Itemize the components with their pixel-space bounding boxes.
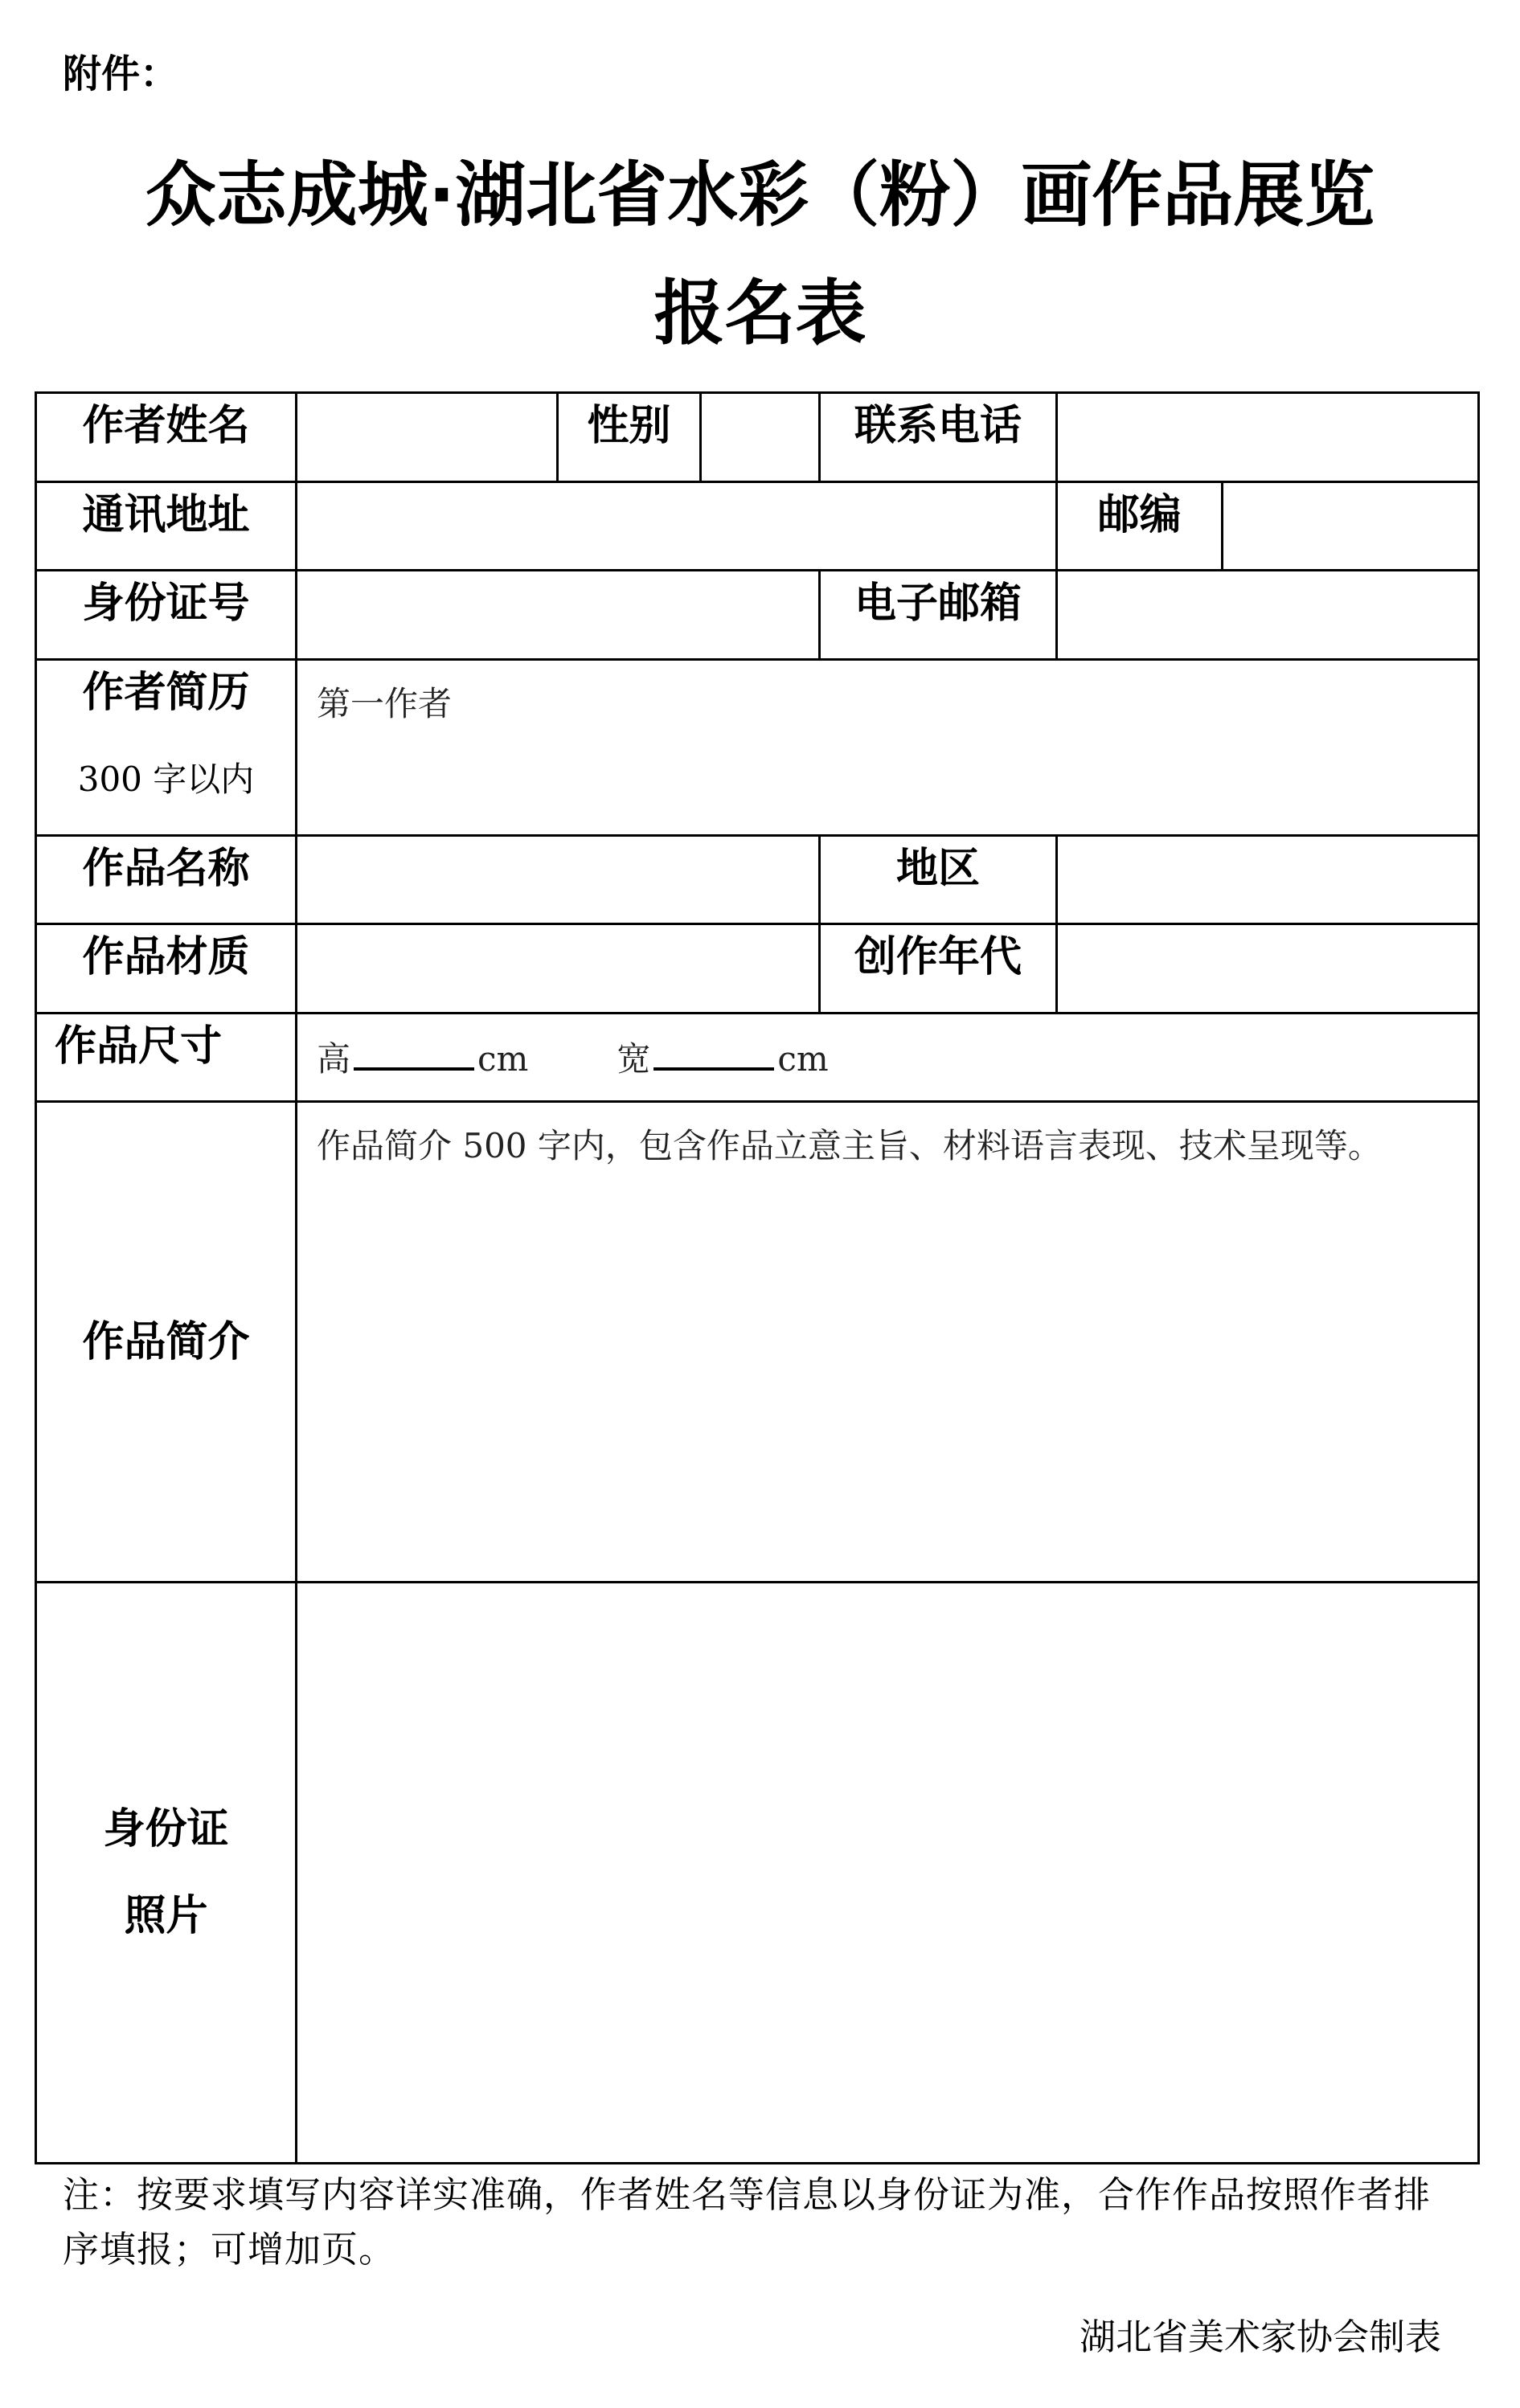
row-work-title — [36, 836, 1479, 924]
width-label: 宽 — [617, 1039, 651, 1079]
width-unit: cm — [777, 1039, 829, 1079]
id-number-label: 身份证号 — [36, 571, 297, 660]
id-photo-field[interactable] — [297, 1583, 1479, 2164]
year-field[interactable] — [1057, 924, 1479, 1014]
region-field[interactable] — [1057, 836, 1479, 924]
resume-hint: 第一作者 — [317, 684, 453, 723]
resume-label-cell — [36, 660, 297, 836]
resume-field[interactable] — [297, 660, 1479, 836]
region-label: 地区 — [820, 836, 1057, 924]
email-label: 电子邮箱 — [820, 571, 1057, 660]
row-id-photo — [36, 1583, 1479, 2164]
material-field[interactable] — [297, 924, 820, 1014]
phone-label: 联系电话 — [820, 393, 1057, 482]
issuer-signature: 湖北省美术家协会制表 — [1079, 2316, 1441, 2358]
height-unit: cm — [477, 1039, 529, 1079]
id-photo-label-line2: 照片 — [124, 1892, 208, 1940]
row-resume — [36, 660, 1479, 836]
size-label: 作品尺寸 — [36, 1014, 297, 1102]
form-subtitle: 报名表 — [653, 272, 867, 354]
row-address — [36, 482, 1479, 571]
work-title-label: 作品名称 — [36, 836, 297, 924]
row-author-name — [36, 393, 1479, 482]
work-title-field[interactable] — [297, 836, 820, 924]
row-intro — [36, 1102, 1479, 1583]
email-field[interactable] — [1057, 571, 1479, 660]
row-material — [36, 924, 1479, 1014]
postcode-label: 邮编 — [1057, 482, 1223, 571]
postcode-field[interactable] — [1223, 482, 1479, 571]
intro-field[interactable] — [297, 1102, 1479, 1583]
resume-sublabel: 300 字以内 — [77, 760, 255, 799]
address-label: 通讯地址 — [36, 482, 297, 571]
material-label: 作品材质 — [36, 924, 297, 1014]
registration-form-table — [35, 391, 1480, 2164]
form-title: 众志成城·湖北省水彩（粉）画作品展览 — [145, 154, 1375, 236]
gender-label: 性别 — [558, 393, 701, 482]
phone-field[interactable] — [1057, 393, 1479, 482]
intro-label: 作品简介 — [36, 1102, 297, 1583]
gender-field[interactable] — [701, 393, 820, 482]
attachment-label: 附件： — [63, 51, 179, 96]
footnote: 注：按要求填写内容详实准确，作者姓名等信息以身份证为准，合作作品按照作者排序填报；可增加页。 — [63, 2173, 1432, 2271]
author-name-label: 作者姓名 — [36, 393, 297, 482]
width-blank[interactable] — [653, 1035, 774, 1071]
id-number-field[interactable] — [297, 571, 820, 660]
year-label: 创作年代 — [820, 924, 1057, 1014]
row-id-number — [36, 571, 1479, 660]
height-label: 高 — [317, 1039, 351, 1079]
address-field[interactable] — [297, 482, 1057, 571]
intro-hint: 作品简介 500 字内，包含作品立意主旨、材料语言表现、技术呈现等。 — [317, 1126, 1382, 1165]
author-name-field[interactable] — [297, 393, 558, 482]
height-blank[interactable] — [354, 1035, 474, 1071]
id-photo-label-line1: 身份证 — [103, 1805, 229, 1853]
size-field[interactable] — [297, 1014, 1479, 1102]
row-size — [36, 1014, 1479, 1102]
resume-label: 作者简历 — [82, 669, 250, 717]
id-photo-label-cell — [36, 1583, 297, 2164]
